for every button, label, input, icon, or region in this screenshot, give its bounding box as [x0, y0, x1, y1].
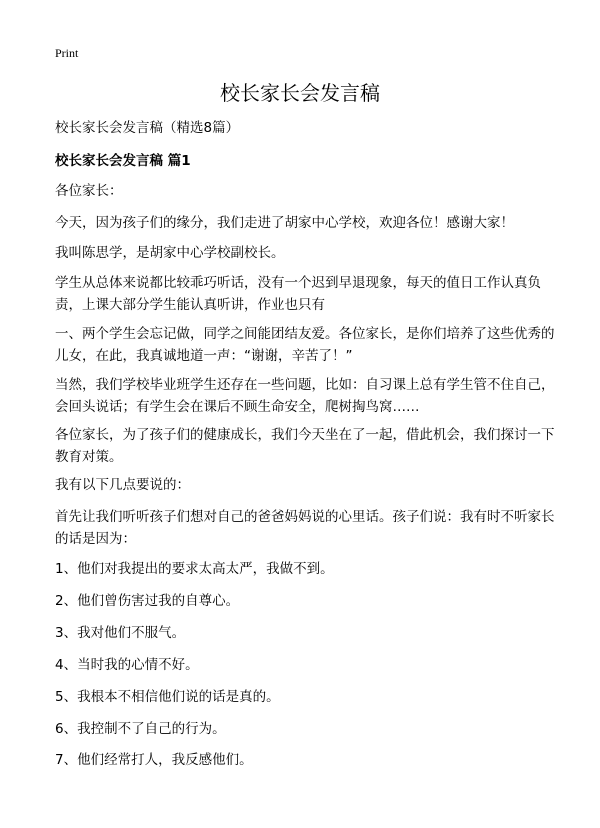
paragraph: 当然，我们学校毕业班学生还存在一些问题，比如：自习课上总有学生管不住自己，会回头说话；有学生会在课后不顾生命安全，爬树掏鸟窝…… [55, 377, 555, 415]
paragraph: 首先让我们听听孩子们想对自己的爸爸妈妈说的心里话。孩子们说：我有时不听家长的话是因为： [55, 509, 555, 547]
page-title: 校长家长会发言稿 [220, 81, 380, 105]
paragraph: 我叫陈思学，是胡家中心学校副校长。 [55, 245, 285, 261]
paragraph: 今天，因为孩子们的缘分，我们走进了胡家中心学校，欢迎各位！感谢大家！ [55, 215, 514, 231]
list-item: 2、他们曾伤害过我的自尊心。 [55, 593, 240, 609]
paragraph: 各位家长，为了孩子们的健康成长，我们今天坐在了一起，借此机会，我们探讨一下教育对策。 [55, 427, 555, 465]
list-item: 4、当时我的心情不好。 [55, 657, 199, 673]
paragraph: 学生从总体来说都比较乖巧听话，没有一个迟到早退现象，每天的值日工作认真负责，上课大部分学生能认真听讲，作业也只有 [55, 275, 541, 313]
list-item: 7、他们经常打人，我反感他们。 [55, 752, 253, 768]
list-item: 6、我控制不了自己的行为。 [55, 721, 226, 737]
paragraph: 一、两个学生会忘记做，同学之间能团结友爱。各位家长，是你们培养了这些优秀的儿女，在此，我真诚地道一声：“谢谢，辛苦了！” [55, 326, 555, 364]
list-item: 5、我根本不相信他们说的话是真的。 [55, 689, 280, 705]
list-item: 3、我对他们不服气。 [55, 625, 186, 641]
section-heading: 校长家长会发言稿 篇1 [55, 153, 191, 169]
list-item: 1、他们对我提出的要求太高太严，我做不到。 [55, 561, 334, 577]
print-label: Print [55, 46, 79, 60]
document-subtitle: 校长家长会发言稿（精选8篇） [55, 120, 240, 136]
paragraph: 我有以下几点要说的： [55, 477, 190, 493]
paragraph-greeting: 各位家长： [55, 183, 123, 199]
